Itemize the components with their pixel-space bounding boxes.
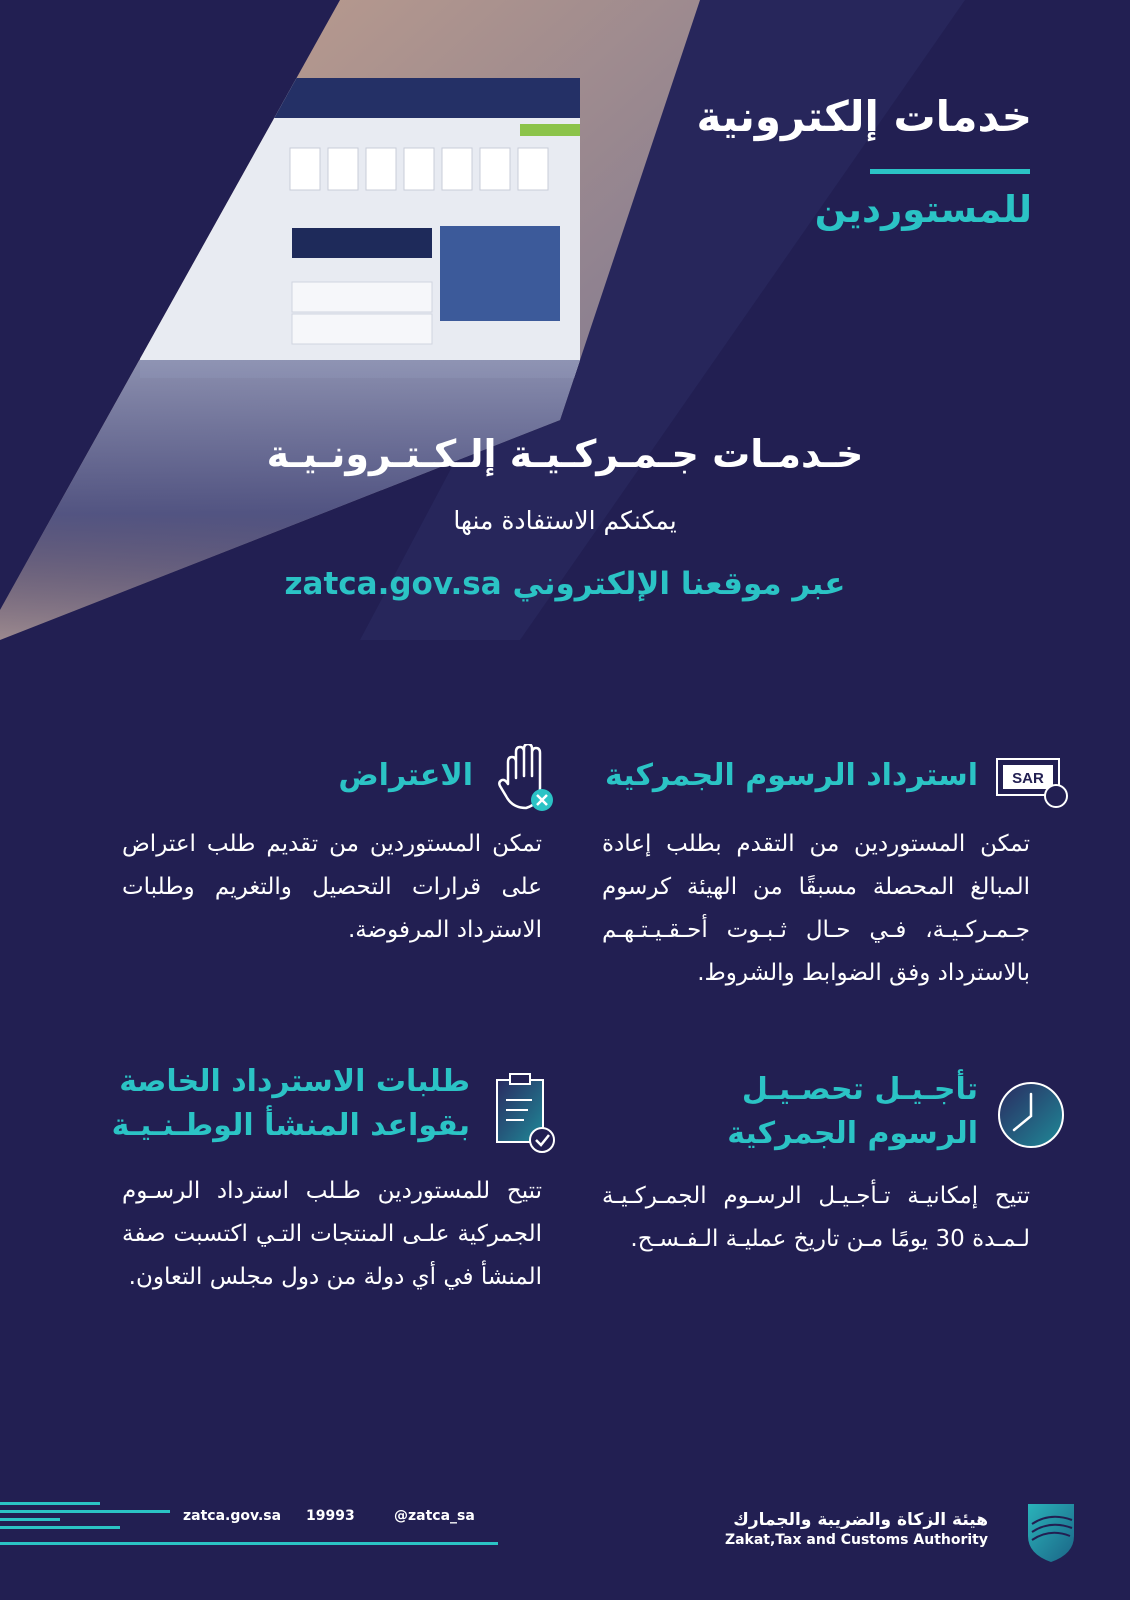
title-underline — [870, 169, 1030, 174]
intro-website-prefix: عبر موقعنا الإلكتروني — [512, 566, 846, 602]
sar-icon-text: SAR — [1012, 770, 1044, 787]
footer-phone[interactable]: 19993 — [306, 1508, 355, 1524]
sar-banknote-icon — [996, 756, 1068, 812]
org-name-english: Zakat,Tax and Customs Authority — [724, 1532, 988, 1548]
objection-body: تمكن المستوردين من تقديم طلب اعتراض على قرارات التحصيل والتغريم وطلبات الاسترداد المرفوضة. — [122, 831, 542, 943]
origin-title-line1: طلبات الاسترداد الخاصة — [119, 1064, 470, 1099]
origin-title-line2: بقواعد المنشأ الوطـنـيـة — [111, 1108, 470, 1143]
intro-website-url[interactable]: zatca.gov.sa — [284, 566, 502, 602]
intro-heading: خـدمـات جـمـركـيـة إلـكـتـرونـيـة — [266, 432, 864, 476]
page-subtitle: للمستوردين — [814, 188, 1032, 231]
footer-handle[interactable]: @zatca_sa — [394, 1508, 475, 1524]
intro-website — [0, 566, 1130, 602]
deferral-title-line1: تأجـيـل تحصـيـل — [741, 1072, 978, 1107]
refund-body: تمكن المستوردين من التقدم بطلب إعادة المبالغ المحصلة مسبقًا من الهيئة كرسوم جـمـركـيـة، فـي حـال ثـبـوت أحـقـيـتـهـم بالاسترداد وفق الضوابط والشروط. — [602, 831, 1030, 986]
raised-hand-icon — [496, 744, 560, 816]
origin-body: تتيح للمستوردين طـلب استرداد الرسـوم الجمركية علـى المنتجات التـي اكتسبت صفة المنشأ في أي دولة من دول مجلس التعاون. — [122, 1178, 542, 1290]
org-name-arabic: هيئة الزكاة والضريبة والجمارك — [733, 1510, 988, 1530]
page-title: خدمات إلكترونية — [696, 92, 1032, 141]
intro-subheading: يمكنكم الاستفادة منها — [453, 506, 677, 535]
refund-title: استرداد الرسوم الجمركية — [605, 758, 978, 793]
clipboard-check-icon — [494, 1072, 558, 1156]
footer-website[interactable]: zatca.gov.sa — [183, 1508, 282, 1524]
footer-stripes — [0, 1494, 500, 1554]
deferral-title-line2: الرسوم الجمركية — [727, 1116, 978, 1151]
zatca-logo-icon — [1022, 1498, 1080, 1564]
deferral-body: تتيح إمكانيـة تـأجـيـل الرسـوم الجمـركـيـة لـمـدة 30 يومًا مـن تاريخ عمليـة الـفـسـح. — [602, 1183, 1030, 1252]
clock-icon — [996, 1080, 1066, 1150]
objection-title: الاعتراض — [338, 758, 473, 793]
